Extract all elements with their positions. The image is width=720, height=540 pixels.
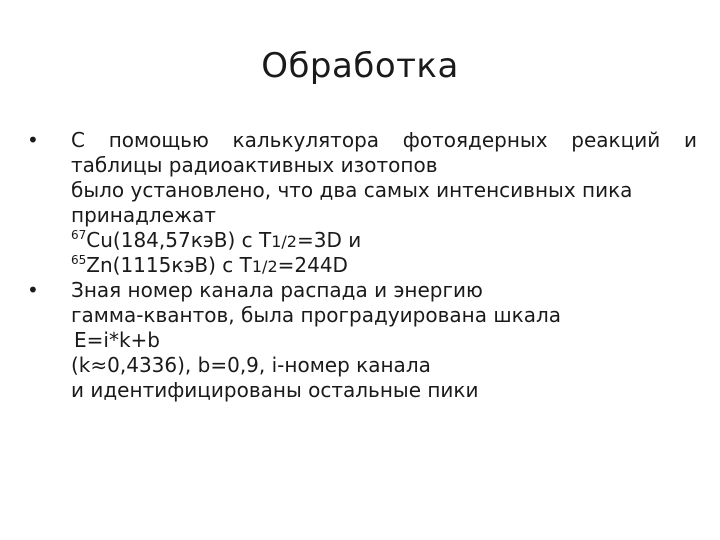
bullet-1-first-line — [27, 128, 697, 153]
bullet-2-line-1: Зная номер канала распада и энергию — [71, 278, 483, 302]
bullet-1-word: реакций — [571, 128, 661, 152]
slide-title: Обработка — [261, 46, 459, 86]
bullet-1-word: фотоядерных — [402, 128, 548, 152]
bullet-2-line-5: и идентифицированы остальные пики — [71, 378, 479, 402]
isotope-cu-line — [27, 228, 697, 253]
bullet-2-first-line — [27, 278, 697, 303]
bullet-1-justified-line — [27, 128, 697, 153]
isotope-cu-half-life-subscript: 1/2 — [271, 232, 297, 251]
bullet-2-line-4: (k≈0,4336), b=0,9, i-номер канала — [71, 353, 431, 377]
isotope-cu-mass: 67 — [71, 228, 87, 242]
isotope-cu-half-life-value: =3D и — [296, 228, 362, 252]
bullet-1-marker: • — [27, 128, 39, 152]
bullet-1-word: С — [71, 128, 85, 152]
isotope-cu-text: Cu(184,57кэВ) с T — [86, 228, 272, 252]
slide-body — [27, 128, 697, 403]
isotope-zn-mass: 65 — [71, 253, 87, 267]
isotope-zn-half-life-subscript: 1/2 — [251, 257, 278, 276]
bullet-1-line-4: принадлежат — [71, 203, 216, 227]
isotope-zn-text: Zn(1115кэВ) с T — [86, 253, 252, 277]
bullet-1-word: и — [683, 128, 697, 152]
bullet-1-line-3: было установлено, что два самых интенсивных пика — [71, 178, 633, 202]
calibration-formula: E=i*k+b — [74, 328, 160, 352]
bullet-1-word: помощью — [108, 128, 209, 152]
bullet-1-word: калькулятора — [232, 128, 380, 152]
bullet-1-line-2: таблицы радиоактивных изотопов — [71, 153, 438, 177]
isotope-zn-half-life-value: =244D — [277, 253, 348, 277]
isotope-zn-line — [27, 253, 697, 278]
bullet-2-marker: • — [27, 278, 39, 302]
bullet-2-line-2: гамма-квантов, была проградуирована шкала — [71, 303, 561, 327]
